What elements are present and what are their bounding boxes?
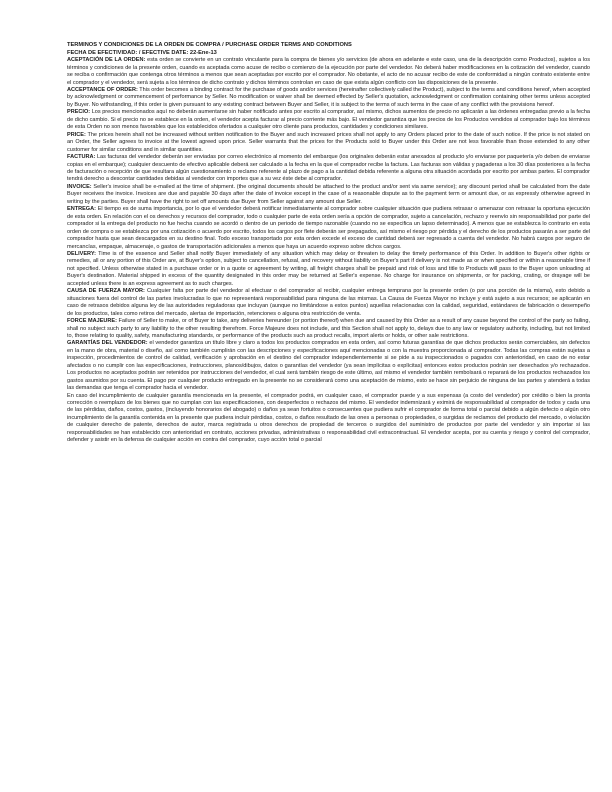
section-heading: DELIVERY: <box>67 250 96 257</box>
section-aceptacion <box>67 57 590 87</box>
section-causa-fuerza-mayor <box>67 288 590 318</box>
section-acceptance <box>67 87 590 109</box>
section-text: The prices herein shall not be increased without written notification to the Buyer and such increased prices shall not apply to any Orders placed prior to the date of such notice. If the price is not stated on an Order, the Seller agrees to invoice at the lowest agreed upon price. Seller warrants that the prices for the Products sold to Buyer under this Order are not less favorable than those extended to any other customer for similar conditions and in similar quantities. <box>67 131 590 153</box>
section-heading: FORCE MAJEURE: <box>67 318 117 325</box>
section-heading: ACEPTACIÓN DE LA ORDEN: <box>67 57 146 64</box>
section-heading: INVOICE: <box>67 183 92 190</box>
section-text: El tiempo es de suma importancia, por lo que el vendedor deberá notificar inmediatamente al comprador sobre cualquier situación que pudiera retrasar o amenazar con retrasar la oportuna ejecución de esta orden. En relación con el os derechos y recursos del comprador, todo o cualquier parte de esta orden sería a opción de comprador, sujeto a cancelación, rechazo y reenvío sin responsabilidad por parte del comprador si la entrega del producto no fue hecha cuando se acordó o dentro de un periodo de tiempo razonable (cuando no se especifica un lapso determinado). A menos que se establezca lo contrario en esta orden de compra o se establezca por una cotización o acuerdo por escrito, todos los cargos por flete deberán ser prepagados, así mismo el riesgo por pérdida y el derecho de los productos pasarán a ser parte del comprador hasta que sean descargados en su destino final. Todo exceso transportado por esta orden excede el exceso de cantidad deberá ser regresado a cuenta del vendedor. No habrá cargos por seguro de mercancías, empaque, almacenaje, o gastos de transportación adicionales a menos que haya un acuerdo expreso sobre dichos cargos. <box>67 206 590 250</box>
section-text: Seller's invoice shall be e-mailed at the time of shipment. (the original documents should be attached to the product and/or sent via same service); any discount period shall be calculated from the date Buyer receives the invoice. Invoices are due and payable 30 days after the date of invoice except in the case of a reasonable dispute as to the payment term or amount due, or as expressly otherwise agreed in writing by the parties. Buyer shall have the right to set off amounts due Buyer from Seller against any amount due Seller. <box>67 183 590 205</box>
section-factura <box>67 154 590 184</box>
section-text: el vendedor garantiza un título libre y claro a todos los productos comprados en esta orden, así como futuras garantías de que dichos productos serán comerciables, sin defectos en la mano de obra, material o diseño, así como también cumplirán con las descripciones y especificaciones aquí mencionadas o con la muestra proporcionada al comprador. Todas las compras están sujetas a inspección, procedimientos de control de calidad, verificación y aprobación en el destino del comprador independientemente si se pide a su inspeccionados o pagados con anterioridad, en caso de no estar afectados o no cumplir con las especificaciones, instrucciones, planos/dibujos, datos o garantías del vendedor (ya sean implícitas o explícitas) entonces estos productos podrán ser desechados y/o rechazados. Los productos no aceptados podrán ser retenidos por instrucciones del vendedor, el cual será también riesgo de este último, así mismo el vendedor también rembolsará o reparará de los productos rechazados los gastos asumidos por su cuenta. El pago por cualquier producto entregado en la presente no se considerará como una aceptación de mismo, esto se hace sin perjuicio de ninguna de las partes y atenderá a todas las demandas que tenga el comprador hacia el vendedor. <box>67 340 590 392</box>
document-title: TERMINOS Y CONDICIONES DE LA ORDEN DE COMPRA / PURCHASE ORDER TERMS AND CONDITIONS <box>67 42 352 48</box>
section-force-majeure <box>67 318 590 340</box>
section-text: Time is of the essence and Seller shall notify Buyer immediately of any situation which may delay or threaten to delay the timely performance of this Order. In addition to Buyer's other rights or remedies, all or any portion of this Order are, at Buyer's option, subject to cancellation, refusal, and recovery without liability on Buyer's part if delivery is not made as or when specified or within a reasonable time if not specified. Unless otherwise stated in a purchase order or in a quote or agreement by writing, all freight charges shall be prepaid and risk of loss and title to Products will pass to the Buyer upon unloading at Buyer's destination. Material shipped in excess of the quantity designated in this order may be returned at Seller's expense. No charge for insurance on shipments, or for packing, crating, or drayage will be accepted unless there is an express agreement as to such charges. <box>67 250 590 287</box>
section-entrega <box>67 206 590 251</box>
section-heading: ACCEPTANCE OF ORDER: <box>67 87 138 93</box>
section-text: Las facturas del vendedor deberán ser enviadas por correo electrónico al momento del embarque (los originales deberán estar anexados al producto y/o enviarse por paquetería y/o deben de enviarse copias en el embarque); cualquier descuento de efectivo aplicable deberá ser calculado a la fecha en la que el comprador recibe la factura. Las facturas son válidas y pagaderas a los 30 días posteriores a la fecha de facturación o recepción de que resultara algún cuestionamiento o reclamo referente al plazo de pago a la cantidad debida referente a alguna otra situación acordada por escrito por ambas partes. El comprador tendrá derecho a descontar cantidades debidas al vendedor con importes que a su vez éste debe al comprador. <box>67 154 590 183</box>
section-heading: ENTREGA: <box>67 206 96 213</box>
section-text: En caso del incumplimiento de cualquier garantía mencionada en la presente, el comprador podrá, en cualquier caso, el comprador puede y a sus expensas (a costo del vendedor) por crédito o bien la pronta corrección o reemplazo de los bienes que no cumplan con las especificaciones, con desperfectos o rechazos del mismo. El vendedor indemnizará y eximirá de responsabilidad al comprador de todos y cada una de las pérdidas, daños, costos, gastos, (incluyendo honorarios del abogado) o daños ya sean fortuitos o consecuentes que pudiera sufrir el comprador de forma total o parcial debido a algún defecto o algún otro incumplimiento de la garantía contenida en la presente que pudiera incluir pérdidas, costos, o daños resultado de las ones a personas o propiedades, o surgidas de reclamos del producto del mercado, o violación de cualquier derecho de patente, derechos de autor, marca registrada u otros derechos de propiedad de terceros o surgidos del suministro de productos por parte del vendedor y sin importar si las responsabilidades se han establecido con anterioridad en contrato, acciones privadas, administrativas o responsabilidad civil extracontractual. El vendedor acepta, por su cuenta y riesgo y control del comprador, defender y asistir en la defensa de cualquier acción en contra del comprador, cuyo acción total o parcial <box>67 392 590 444</box>
section-heading: PRICE: <box>67 131 86 138</box>
section-heading: PRECIO: <box>67 109 91 116</box>
effective-date: FECHA DE EFECTIVIDAD: / EFECTIVE DATE: 22-Ene-13 <box>67 49 217 56</box>
section-heading: CAUSA DE FUERZA MAYOR: <box>67 288 145 295</box>
section-garantias <box>67 340 590 392</box>
section-text: esta orden se convierte en un contrato vinculante para la compra de bienes y/o servicios (de ahora en adelante e este caso, una de la descripción como Productos), sujetos a los términos y condiciones de la presente orden, cuando es aceptada como acuse de recibo o comienzo de la ejecución por parte del vendedor. No deberá haber modificaciones en la cotización del vendedor, cuando se reciba o confirmación que contenga otros términos a menos que sean aceptadas por escrito por el comprador. No obstante, el acto de no acusar recibo de este de conformidad a ningún contrato existente entre el comprador y el vendedor, será sujeta a los términos de dicho contrato y dichos términos controlan en caso de que exista algún conflicto con las disposiciones de la presente. <box>67 57 591 86</box>
section-garantias-continued <box>67 393 590 445</box>
section-text: This order becomes a binding contract for the purchase of goods and/or services (hereinafter collectively called the Product), subject to the terms and conditions hereof, when accepted by acknowledgment or commencement of performance by Seller. No modification or waiver shall be deemed effected by Seller's quotation, acknowledgment or confirmation containing other terms unless accepted by Buyer. No withstanding, if this order is given pursuant to any existing contract between Buyer and Seller, it is subject to the terms of such terms in the case of any conflict with the provisions hereof. <box>67 87 590 108</box>
section-text: Cualquier falta por parte del vendedor al efectuar o del comprador al recibir, cualquier entrega temprana por la presente orden (o por una porción de la misma), esto debido a situaciones fuera del control de las partes involucradas lo que no representará responsabilidad para ninguna de las mismas. La Causa de Fuerza Mayor no incluye y está sujeto a sus recursos; se aplicarán en caso de retrasos debidos alguna ley de las autoridades reguladoras que incluyan (aunque no limitándose a estos puntos) aquellas relacionadas con la calidad, seguridad, estándares de fabricación o desempeño de los productos, tales como retiros del mercado, alertas de importación, retenciones o alguna otra restricción de venta. <box>67 288 590 317</box>
section-heading: GARANTÍAS DEL VENDEDOR: <box>67 340 148 347</box>
section-text: Failure of Seller to make, or of Buyer to take, any deliveries hereunder (or portion thereof) when due and caused by this Order as a result of any cause beyond the control of the party so failing, shall no subject such party to any liability to the other resulting therefrom. Force Majeure does not include, and this Section shall not apply to, delays due to any law or regulatory authority, including, but not limited to, those relating to quality, safety, manufacturing standards, or performance of the products such as product recalls, import alerts or holds, or other sale restrictions. <box>67 318 590 339</box>
section-delivery <box>67 251 590 288</box>
section-price <box>67 132 590 154</box>
section-invoice <box>67 184 590 206</box>
section-heading: FACTURA: <box>67 154 96 161</box>
section-precio <box>67 109 590 131</box>
section-text: Los precios mencionados aquí no deberán aumentarse sin haber notificado antes por escrito al comprador, así mismo, dichos aumentos de precio no aplicarán a las órdenes entregadas previo a la fecha de dicho cambio. Si el precio no se establece en la orden, el vendedor acepta facturar al precio corriente más bajo. El vendedor garantiza que los precios de los Productos vendidos al comprador bajo los términos de esta Orden no son menos favorables que los establecidos ofertados a cualquier otro cliente para productos, cantidades y condiciones similares. <box>67 109 590 131</box>
